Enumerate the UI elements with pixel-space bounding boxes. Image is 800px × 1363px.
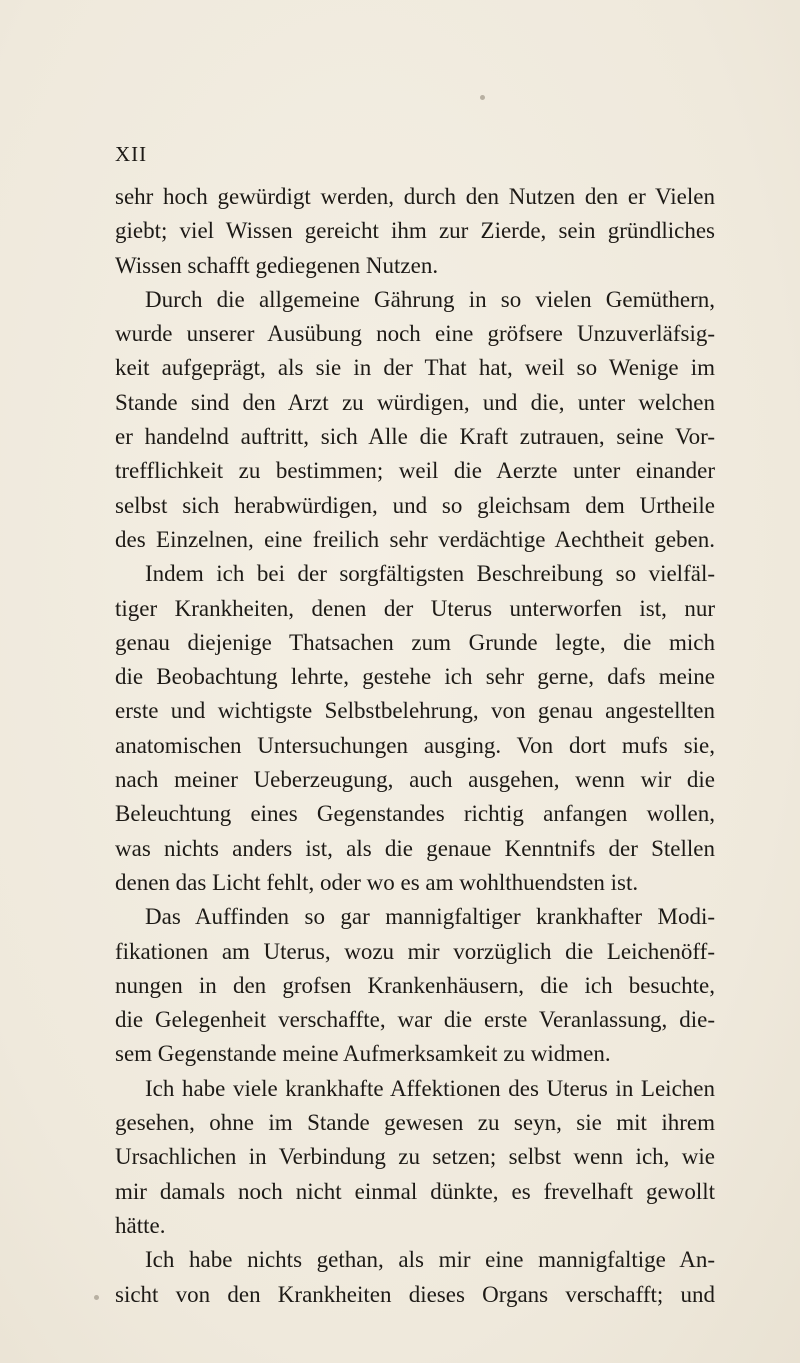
text-line: fikationen am Uterus, wozu mir vorzüglich die Leichenöff- [115, 938, 715, 964]
body-text [115, 180, 715, 1312]
text-line: die Beobachtung lehrte, gestehe ich sehr gerne, dafs meine [115, 664, 715, 690]
text-line: die Gelegenheit verschaffte, war die erste Veranlassung, die- [115, 1007, 715, 1033]
text-line: genau diejenige Thatsachen zum Grunde legte, die mich [115, 629, 715, 655]
text-line: Wissen schafft gediegenen Nutzen. [115, 252, 439, 278]
paper-speck [480, 95, 485, 100]
text-line: Beleuchtung eines Gegenstandes richtig anfangen wollen, [115, 801, 715, 827]
text-line: Durch die allgemeine Gährung in so vielen Gemüthern, [145, 286, 715, 312]
text-line: Indem ich bei der sorgfältigsten Beschreibung so vielfäl- [145, 561, 715, 587]
text-line: anatomischen Untersuchungen ausging. Von dort mufs sie, [115, 732, 715, 758]
text-line: Das Auffinden so gar mannigfaltiger krankhafter Modi- [145, 904, 715, 930]
text-line: mir damals noch nicht einmal dünkte, es frevelhaft gewollt [115, 1178, 715, 1204]
text-line: selbst sich herabwürdigen, und so gleichsam dem Urtheile [115, 492, 715, 518]
text-line: erste und wichtigste Selbstbelehrung, von genau angestellten [115, 698, 715, 724]
text-line: gesehen, ohne im Stande gewesen zu seyn, sie mit ihrem [115, 1110, 715, 1136]
text-line: keit aufgeprägt, als sie in der That hat, weil so Wenige im [115, 355, 715, 381]
text-line: des Einzelnen, eine freilich sehr verdächtige Aechtheit geben. [115, 526, 715, 552]
text-line: sehr hoch gewürdigt werden, durch den Nutzen den er Vielen [115, 184, 715, 209]
text-line: denen das Licht fehlt, oder wo es am wohlthuendsten ist. [115, 869, 639, 895]
paper-speck [94, 1295, 99, 1300]
page-number: XII [115, 142, 148, 166]
text-line: nungen in den grofsen Krankenhäusern, die ich besuchte, [115, 972, 715, 998]
text-line: sicht von den Krankheiten dieses Organs verschafft; und [115, 1281, 715, 1307]
text-line: trefflichkeit zu bestimmen; weil die Aerzte unter einander [115, 458, 715, 484]
text-line: nach meiner Ueberzeugung, auch ausgehen, wenn wir die [115, 767, 715, 793]
text-line: was nichts anders ist, als die genaue Kenntnifs der Stellen [115, 835, 715, 861]
text-line: Ursachlichen in Verbindung zu setzen; selbst wenn ich, wie [115, 1144, 715, 1170]
text-line: giebt; viel Wissen gereicht ihm zur Zierde, sein gründliches [115, 218, 715, 244]
text-line: wurde unserer Ausübung noch eine gröfsere Unzuverläfsig- [115, 321, 715, 347]
text-line: Stande sind den Arzt zu würdigen, und die, unter welchen [115, 389, 715, 415]
text-line: hätte. [115, 1212, 166, 1238]
text-line: sem Gegenstande meine Aufmerksamkeit zu widmen. [115, 1041, 611, 1067]
text-line: Ich habe viele krankhafte Affektionen des Uterus in Leichen [145, 1075, 715, 1101]
text-line: er handelnd auftritt, sich Alle die Kraft zutrauen, seine Vor- [115, 424, 715, 450]
text-line: tiger Krankheiten, denen der Uterus unterworfen ist, nur [115, 595, 715, 621]
text-line: Ich habe nichts gethan, als mir eine mannigfaltige An- [145, 1247, 715, 1273]
